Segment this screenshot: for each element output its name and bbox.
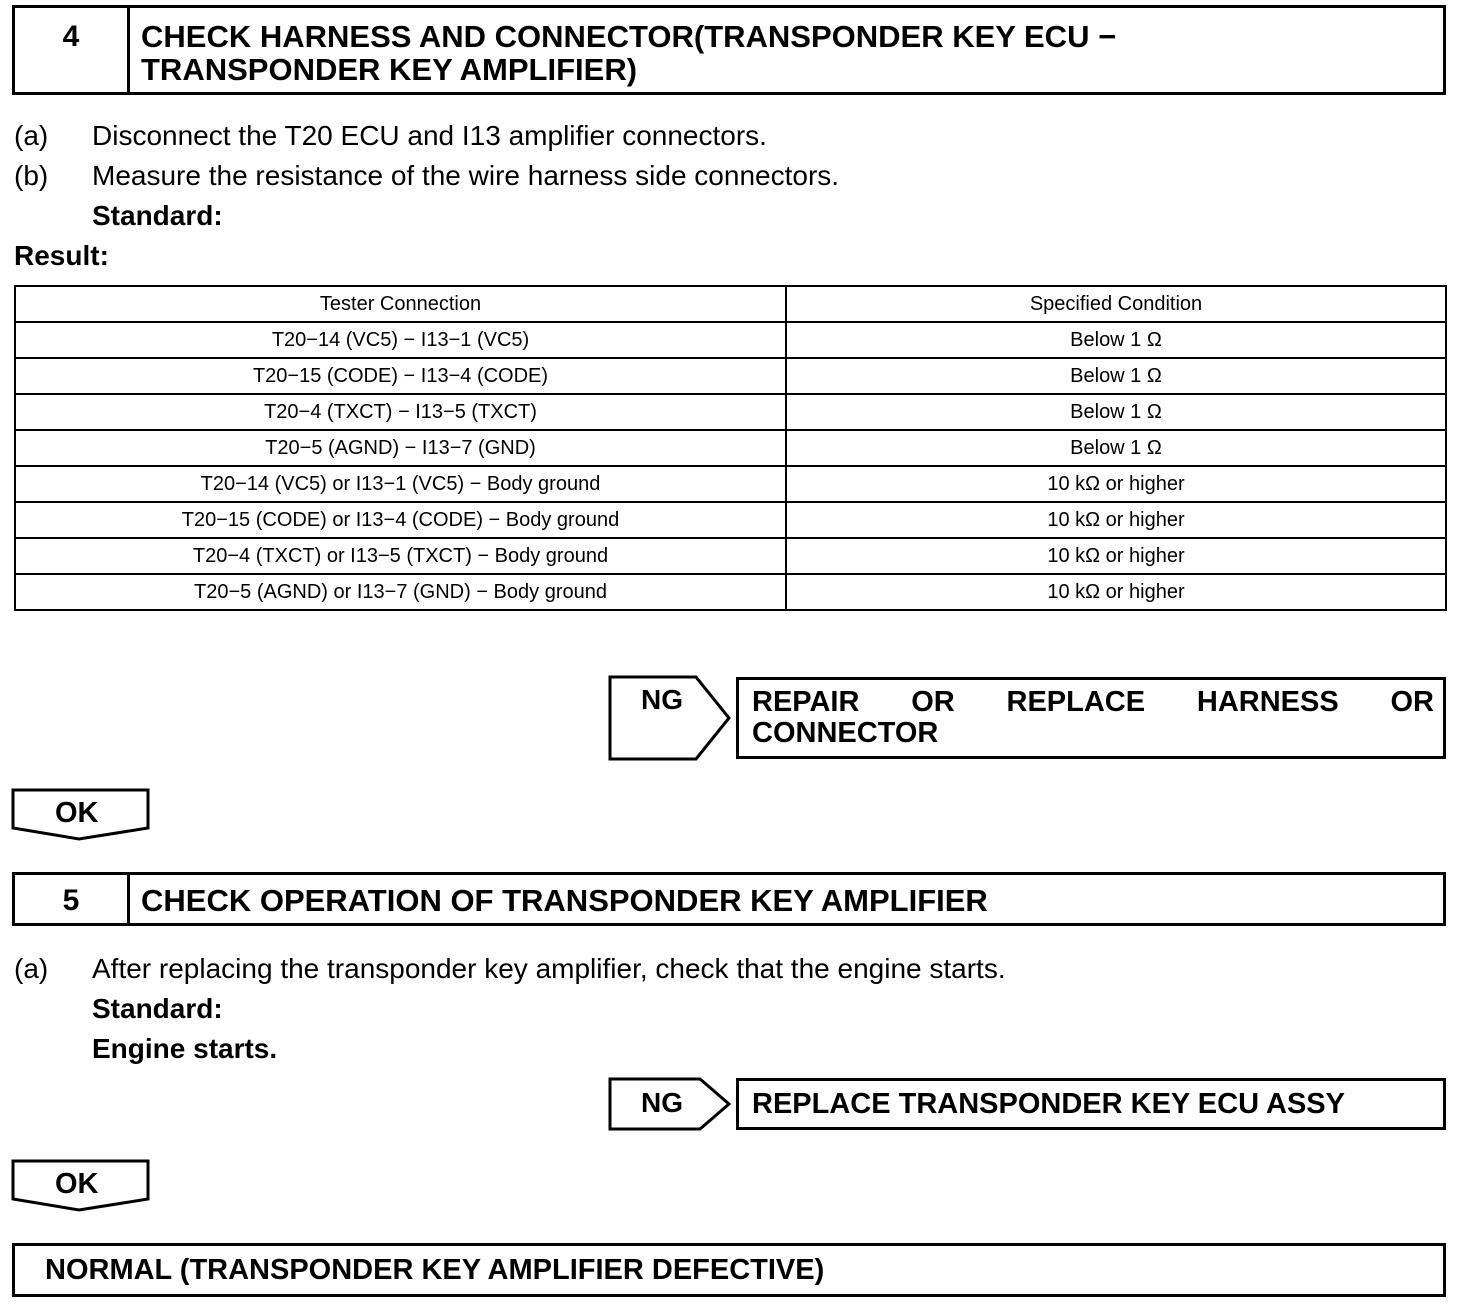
table-cell-connection: T20−5 (AGND) − I13−7 (GND) [15, 430, 786, 466]
step4-ng-result-line2: CONNECTOR [752, 717, 939, 749]
table-cell-condition: Below 1 Ω [786, 322, 1446, 358]
step4-ng-word: REPAIR [752, 686, 860, 718]
step5-standard-value: Engine starts. [92, 1033, 278, 1064]
table-header-tester-connection: Tester Connection [15, 286, 786, 322]
step4-item-a-marker: (a) [14, 120, 49, 151]
step5-ng-label: NG [641, 1087, 683, 1118]
table-cell-connection: T20−15 (CODE) − I13−4 (CODE) [15, 358, 786, 394]
step5-ok-label: OK [55, 1168, 99, 1200]
step5-ng-result: REPLACE TRANSPONDER KEY ECU ASSY [752, 1088, 1345, 1120]
table-row [15, 322, 1446, 358]
step4-item-b-text: Measure the resistance of the wire harness side connectors. [92, 160, 840, 191]
table-header-row [15, 286, 1446, 322]
step5-header [12, 872, 1446, 926]
table-cell-connection: T20−4 (TXCT) − I13−5 (TXCT) [15, 394, 786, 430]
step4-header [12, 5, 1446, 95]
step4-standard-label: Standard: [92, 200, 223, 231]
step4-ng-word: HARNESS [1196, 686, 1339, 718]
table-cell-condition: Below 1 Ω [786, 358, 1446, 394]
table-row [15, 394, 1446, 430]
table-cell-connection: T20−5 (AGND) or I13−7 (GND) − Body ground [15, 574, 786, 610]
table-row [15, 538, 1446, 574]
step5-standard-label: Standard: [92, 993, 223, 1024]
step4-divider [127, 8, 130, 92]
step5-title: CHECK OPERATION OF TRANSPONDER KEY AMPLIFIER [141, 883, 988, 918]
final-result-box [12, 1243, 1446, 1297]
table-cell-condition: 10 kΩ or higher [786, 466, 1446, 502]
step5-ng-result-box [736, 1078, 1446, 1130]
table-cell-condition: Below 1 Ω [786, 394, 1446, 430]
step4-title-line1: CHECK HARNESS AND CONNECTOR(TRANSPONDER KEY ECU − [141, 19, 1117, 54]
table-cell-condition: 10 kΩ or higher [786, 538, 1446, 574]
step4-ng-word: OR [911, 686, 955, 718]
table-header-specified-condition: Specified Condition [786, 286, 1446, 322]
step4-ok-label: OK [55, 797, 99, 829]
step4-ng-result-box [736, 677, 1446, 759]
step4-number: 4 [62, 20, 80, 53]
step4-ng-result-line1 [752, 687, 1434, 718]
step5-divider [127, 875, 130, 923]
table-cell-connection: T20−14 (VC5) or I13−1 (VC5) − Body ground [15, 466, 786, 502]
step4-item-b-marker: (b) [14, 160, 49, 191]
table-row [15, 430, 1446, 466]
table-cell-condition: 10 kΩ or higher [786, 502, 1446, 538]
table-row [15, 574, 1446, 610]
step4-title-line2: TRANSPONDER KEY AMPLIFIER) [141, 52, 638, 87]
step5-item-a-marker: (a) [14, 953, 49, 984]
step4-result-label: Result: [14, 240, 109, 271]
table-row [15, 358, 1446, 394]
table-cell-condition: 10 kΩ or higher [786, 574, 1446, 610]
step4-item-a-text: Disconnect the T20 ECU and I13 amplifier connectors. [92, 120, 767, 151]
table-cell-condition: Below 1 Ω [786, 430, 1446, 466]
spec-table [14, 285, 1447, 611]
table-cell-connection: T20−15 (CODE) or I13−4 (CODE) − Body ground [15, 502, 786, 538]
table-row [15, 502, 1446, 538]
final-result-text: NORMAL (TRANSPONDER KEY AMPLIFIER DEFECTIVE) [45, 1254, 825, 1286]
step5-number: 5 [62, 884, 80, 917]
table-cell-connection: T20−4 (TXCT) or I13−5 (TXCT) − Body ground [15, 538, 786, 574]
step4-ng-label: NG [641, 684, 683, 715]
table-cell-connection: T20−14 (VC5) − I13−1 (VC5) [15, 322, 786, 358]
step5-item-a-text: After replacing the transponder key amplifier, check that the engine starts. [92, 953, 1006, 984]
step4-ng-word: OR [1390, 686, 1434, 718]
step4-ng-word: REPLACE [1006, 686, 1146, 718]
table-row [15, 466, 1446, 502]
